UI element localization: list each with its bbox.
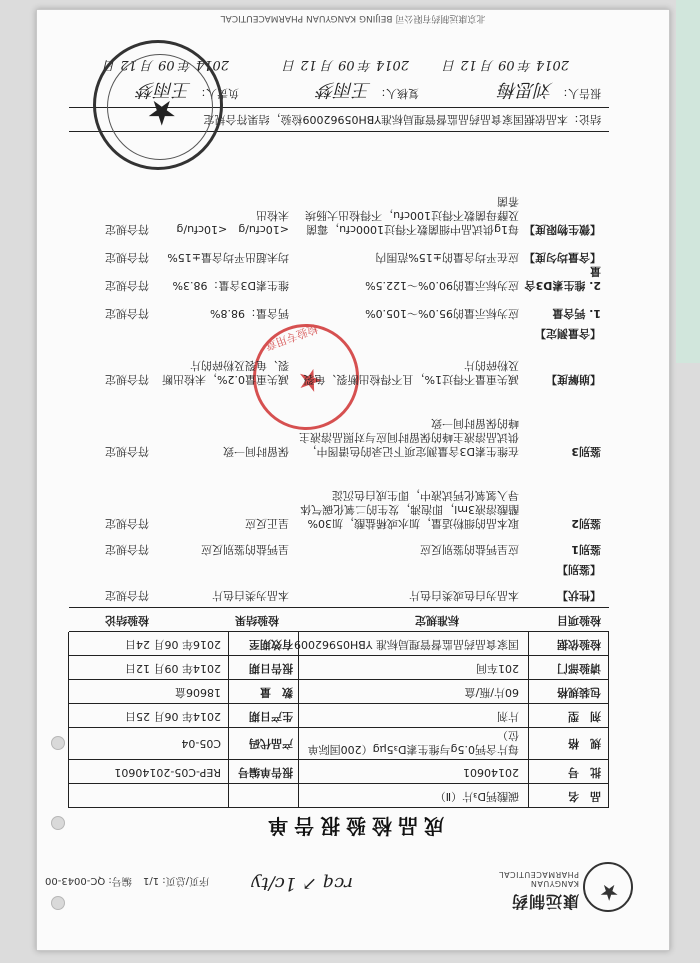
result-item: 鉴别1 (571, 543, 601, 556)
result-standard: 取本品的细粉适量，加水或稀盐酸，加30%醋酸溶液3ml，即泡沸，发生的二氧化碳气体导入氢氧化钙试液中，即生成白色沉淀 (300, 489, 519, 530)
punch-hole (51, 736, 65, 750)
basis-label: 检验依据 (557, 638, 601, 651)
seal-star-icon: ★ (146, 92, 177, 132)
document-code: 编号: QC-0043-00 (45, 875, 132, 886)
result-item: 【崩解度】 (546, 373, 601, 386)
basis-value: 国家食品药品监督管理局标准 YBH05962009 (293, 638, 519, 651)
dept-label: 请验部门 (557, 662, 601, 675)
reporter-signature: 刘思梅 (499, 79, 553, 100)
reviewer-date: 2014 年 09 月 12 日 (283, 57, 409, 72)
company-name-english: KANGYUAN PHARMACEUTICAL (498, 870, 579, 888)
result-value: 保留时间一致 (223, 445, 289, 458)
reviewer-signature: 王雨梦 (317, 79, 371, 100)
corner-text: 北京康远制药有限公司 BEIJING KANGYUAN PHARMACEUTICAL (220, 13, 486, 23)
result-value: <10cfu/g <10cfu/g 未检出 (165, 209, 289, 236)
result-standard: 本品为白色或类白色片 (409, 589, 519, 602)
reporter-label: 报告人： (557, 87, 601, 100)
table-border-right (68, 632, 69, 808)
spec-label: 规 格 (568, 737, 601, 750)
batch-value: 20140601 (463, 766, 519, 779)
result-value: 钙含量：98.8% (210, 307, 289, 320)
result-conclusion: 符合规定 (105, 223, 149, 236)
result-standard: 减失重量不得过1%，且不得检出断裂、龟裂及粉碎的片 (303, 359, 519, 386)
stamp-text: 检验专用章 (263, 321, 320, 353)
expiry-label: 有效期至 (249, 638, 293, 651)
result-conclusion: 符合规定 (105, 251, 149, 264)
table-divider (528, 632, 529, 808)
result-item: 鉴别3 (571, 445, 601, 458)
company-name: 康远制药 (510, 892, 579, 911)
result-standard: 应为标示量的95.0%～105.0% (365, 307, 519, 320)
company-seal (93, 40, 223, 170)
report-header (33, 836, 633, 926)
code-value: C05-04 (181, 737, 221, 750)
manager-date: 2014 年 09 月 12 日 (103, 57, 229, 72)
expiry-value: 2016年 06月 24日 (125, 638, 221, 651)
handwritten-initials: rcq ↗ 1c/ty (251, 873, 353, 894)
manager-label: 负责人： (195, 87, 239, 100)
pack-label: 包装规格 (557, 686, 601, 699)
report-no-value: REP-C05-20140601 (114, 766, 221, 779)
dept-value: 201车间 (476, 662, 519, 675)
table-divider (298, 632, 299, 808)
result-item: 【鉴别】 (557, 563, 601, 576)
result-standard: 每1g供试品中细菌数不得过1000cfu，霉菌及酵母菌数不得过100cfu，不得检出大肠埃希菌 (305, 195, 519, 236)
code-label: 产品代码 (249, 737, 293, 750)
result-item: 1. 钙含量 (552, 307, 601, 320)
conclusion-text: 结论：本品依据国家食品药品监督管理局标准YBH05962009检验，结果符合规定 (203, 113, 601, 126)
page-meta (45, 875, 217, 890)
table-border-left (608, 632, 609, 808)
result-conclusion: 符合规定 (105, 373, 149, 386)
green-binder-strip (676, 0, 700, 363)
prod-date-value: 2014年 06月 25日 (125, 710, 221, 723)
spec-value: 每片含钙0.5g与维生素D₃5μg（200国际单位） (307, 729, 519, 756)
company-emblem-icon (583, 862, 633, 912)
punch-holes (37, 10, 77, 950)
result-item: 【性状】 (557, 589, 601, 602)
prod-date-label: 生产日期 (249, 710, 293, 723)
col-result: 检验结果 (235, 614, 279, 627)
result-standard: 在维生素D3含量测定项下记录的色谱图中，供试品溶液主峰的保留时间应与对照品溶液主峰的保留时间一致 (299, 417, 519, 458)
product-name-value: 碳酸钙D₃片（Ⅱ） (434, 790, 519, 803)
manager-signature: 王雨梦 (137, 79, 191, 100)
result-conclusion: 符合规定 (105, 589, 149, 602)
result-item: 2. 维生素D3含量 (524, 265, 601, 292)
product-name-label: 品 名 (568, 790, 601, 803)
result-item: 【微生物限度】 (524, 223, 601, 236)
qty-label: 数 量 (260, 686, 293, 699)
qty-value: 18606盒 (175, 686, 221, 699)
result-item: 【含量测定】 (535, 327, 601, 340)
result-conclusion: 符合规定 (105, 279, 149, 292)
form-label: 剂 型 (568, 710, 601, 723)
col-standard: 标准规定 (415, 614, 459, 627)
report-no-label: 报告单编号 (238, 766, 293, 779)
result-value: 减失重量0.2%，未检出断裂、龟裂及粉碎的片 (162, 359, 289, 386)
result-standard: 应在平均含量的±15%范围内 (375, 251, 519, 264)
page-info: 序页/总页: 1/1 (142, 875, 209, 886)
result-value: 维生素D3含量：98.3% (172, 279, 289, 292)
reviewer-label: 复核人： (375, 87, 419, 100)
col-item: 检验项目 (557, 614, 601, 627)
result-conclusion: 符合规定 (105, 543, 149, 556)
result-conclusion: 符合规定 (105, 307, 149, 320)
result-item: 鉴别2 (571, 517, 601, 530)
paper-sheet (36, 9, 670, 951)
document-title: 成品检验报告单 (262, 814, 444, 838)
result-item: 【含量均匀度】 (524, 251, 601, 264)
results-header-rule (69, 607, 609, 608)
result-conclusion: 符合规定 (105, 517, 149, 530)
batch-label: 批 号 (568, 766, 601, 779)
reporter-date: 2014 年 09 月 12 日 (443, 57, 569, 72)
company-logo (483, 858, 633, 918)
table-divider (228, 632, 229, 808)
result-value: 呈正反应 (245, 517, 289, 530)
report-date-label: 报告日期 (249, 662, 293, 675)
result-standard: 应为标示量的90.0%～122.5% (365, 279, 519, 292)
result-value: 均未超出平均含量±15% (167, 251, 289, 264)
form-value: 片剂 (497, 710, 519, 723)
pack-value: 60片/瓶/盒 (464, 686, 519, 699)
result-standard: 应呈钙盐的鉴别反应 (420, 543, 519, 556)
result-value: 呈钙盐的鉴别反应 (201, 543, 289, 556)
col-conclusion: 检验结论 (105, 614, 149, 627)
result-conclusion: 符合规定 (105, 445, 149, 458)
report-date-value: 2014年 09月 12日 (125, 662, 221, 675)
stamp-star-icon: ★ (291, 359, 329, 402)
result-value: 本品为类白色片 (212, 589, 289, 602)
